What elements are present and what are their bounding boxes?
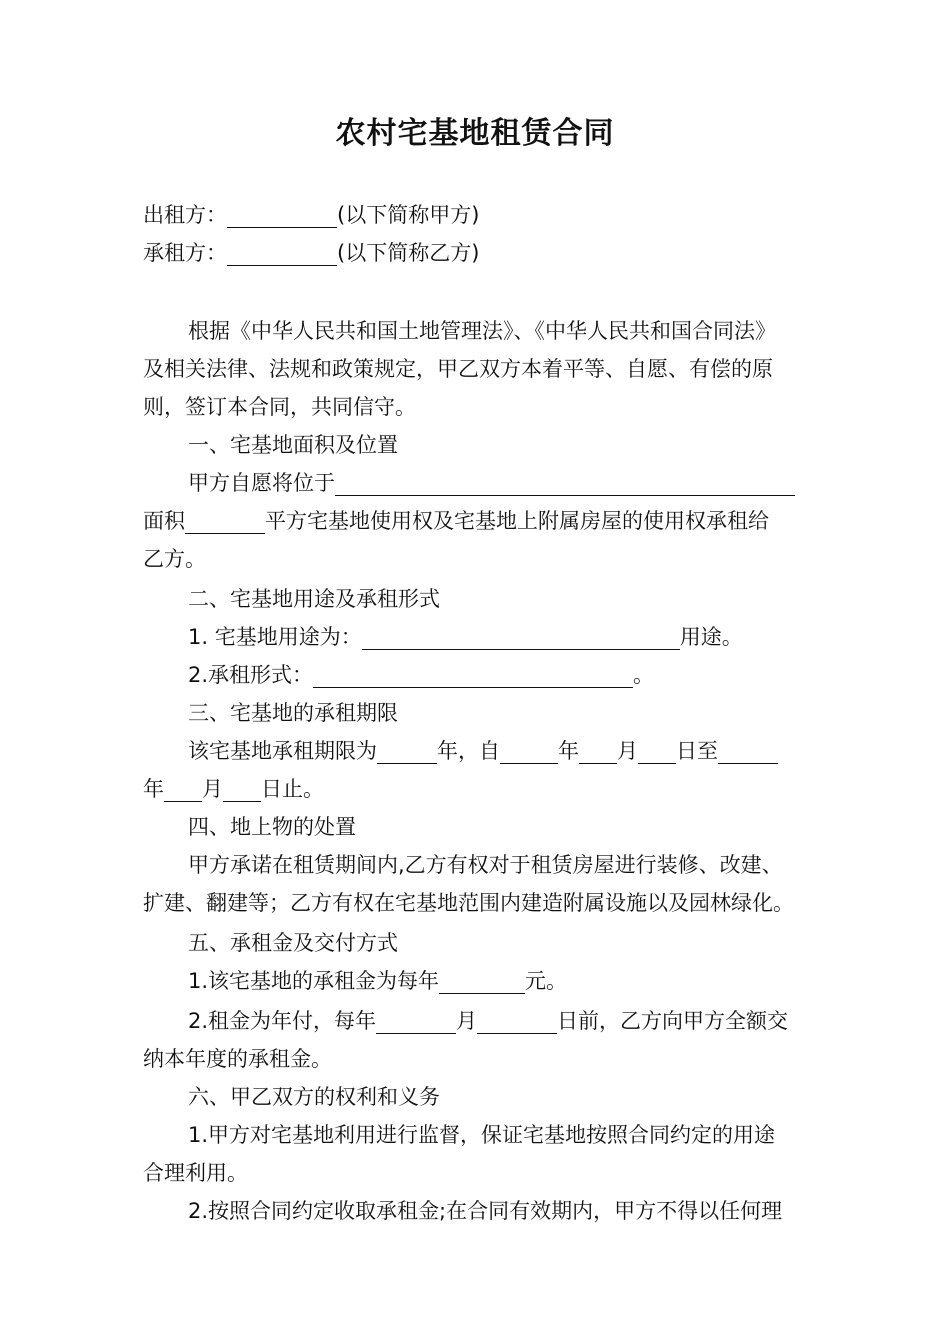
preamble-line-2: 及相关法律、法规和政策规定，甲乙双方本着平等、自愿、有偿的原: [143, 357, 773, 381]
end-day-blank: [223, 777, 261, 802]
area-blank: [185, 509, 265, 534]
section-1-line-3: 乙方。: [143, 547, 206, 571]
area-text: 平方宅基地使用权及宅基地上附属房屋的使用权承租给: [265, 509, 769, 533]
lessor-suffix: (以下简称甲方): [337, 203, 480, 227]
location-blank: [335, 471, 795, 496]
start-day-label: 日至: [676, 739, 718, 763]
section-1-line-1: [188, 468, 795, 498]
lease-form-label: 2.承租形式：: [188, 663, 314, 687]
section-5-item-2: [188, 1006, 788, 1036]
section-6-heading: 六、甲乙双方的权利和义务: [188, 1085, 440, 1109]
usage-label: 1. 宅基地用途为：: [188, 625, 362, 649]
preamble-line-3: 则，签订本合同，共同信守。: [143, 395, 416, 419]
location-label: 甲方自愿将位于: [188, 471, 335, 495]
start-year-label: 年: [558, 739, 579, 763]
payment-day-blank: [477, 1009, 557, 1034]
end-day-label: 日止。: [261, 777, 324, 801]
section-1-heading: 一、宅基地面积及位置: [188, 433, 398, 457]
start-month-label: 月: [617, 739, 638, 763]
start-day-blank: [638, 739, 676, 764]
end-month-blank: [164, 777, 202, 802]
end-year-label: 年: [143, 777, 164, 801]
lessee-suffix: (以下简称乙方): [337, 241, 480, 265]
section-5-heading: 五、承租金及交付方式: [188, 931, 398, 955]
section-2-item-2: [188, 660, 654, 690]
payment-label: 2.租金为年付，每年: [188, 1009, 377, 1033]
start-year-blank: [500, 739, 558, 764]
lessor-blank: [227, 203, 337, 228]
lessee-line: [143, 238, 479, 268]
payment-month-label: 月: [456, 1009, 478, 1033]
section-6-item-1: 1.甲方对宅基地利用进行监督，保证宅基地按照合同约定的用途: [188, 1123, 776, 1147]
section-2-item-1: [188, 622, 743, 652]
area-label: 面积: [143, 509, 185, 533]
lease-form-blank: [313, 663, 633, 688]
lessor-label: 出租方：: [143, 203, 227, 227]
rent-amount-blank: [439, 969, 525, 994]
section-2-heading: 二、宅基地用途及承租形式: [188, 587, 440, 611]
section-6-item-1-cont: 合理利用。: [143, 1161, 248, 1185]
usage-suffix: 用途。: [679, 625, 743, 649]
section-4-line-1: 甲方承诺在租赁期间内,乙方有权对于租赁房屋进行装修、改建、: [188, 853, 783, 877]
section-3-line-1: [188, 736, 778, 766]
term-years-blank: [377, 739, 437, 764]
section-4-heading: 四、地上物的处置: [188, 815, 356, 839]
preamble-line-1: 根据《中华人民共和国土地管理法》、《中华人民共和国合同法》: [188, 319, 776, 343]
usage-blank: [362, 625, 680, 650]
end-month-label: 月: [202, 777, 223, 801]
section-3-line-2: [143, 774, 324, 804]
section-3-heading: 三、宅基地的承租期限: [188, 701, 398, 725]
section-5-item-2-cont: 纳本年度的承租金。: [143, 1047, 332, 1071]
lessor-line: [143, 200, 479, 230]
section-4-line-2: 扩建、翻建等；乙方有权在宅基地范围内建造附属设施以及园林绿化。: [143, 891, 794, 915]
end-year-blank: [718, 739, 778, 764]
document-title: 农村宅基地租赁合同: [335, 116, 615, 151]
section-6-item-2: 2.按照合同约定收取承租金;在合同有效期内，甲方不得以任何理: [188, 1199, 783, 1223]
rent-label: 1.该宅基地的承租金为每年: [188, 969, 440, 993]
payment-month-blank: [376, 1009, 456, 1034]
rent-unit: 元。: [525, 969, 568, 993]
start-month-blank: [579, 739, 617, 764]
section-5-item-1: [188, 966, 567, 996]
term-from-label: 年，自: [437, 739, 500, 763]
section-1-line-2: [143, 506, 769, 536]
term-label: 该宅基地承租期限为: [188, 739, 377, 763]
lessee-blank: [227, 241, 337, 266]
lessee-label: 承租方：: [143, 241, 227, 265]
payment-text: 日前，乙方向甲方全额交: [557, 1009, 789, 1033]
lease-form-suffix: 。: [633, 663, 655, 687]
